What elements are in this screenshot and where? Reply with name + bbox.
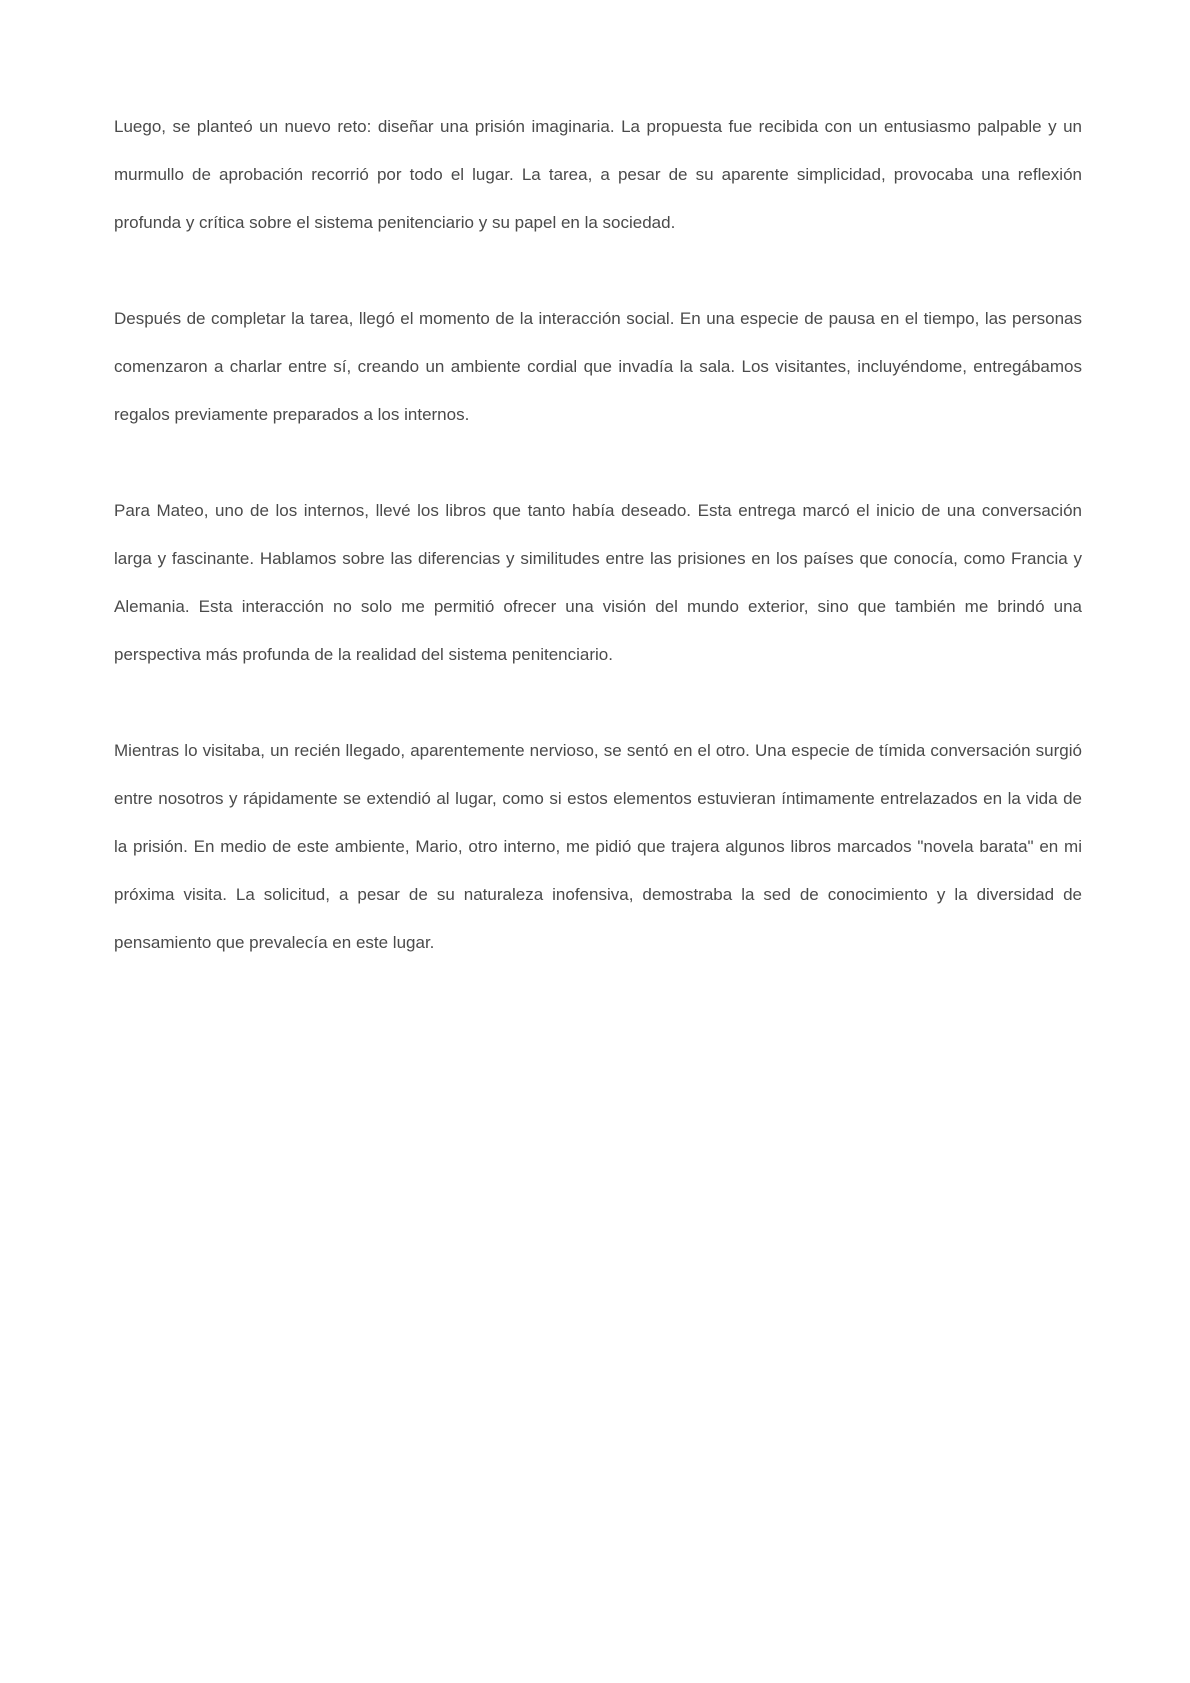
document-body — [114, 103, 1082, 967]
paragraph-1: Luego, se planteó un nuevo reto: diseñar una prisión imaginaria. La propuesta fue recibida con un entusiasmo palpable y un murmullo de aprobación recorrió por todo el lugar. La tarea, a pesar de su aparente simplicidad, provocaba una reflexión profunda y crítica sobre el sistema penitenciario y su papel en la sociedad. — [114, 117, 1082, 232]
paragraph-3: Para Mateo, uno de los internos, llevé los libros que tanto había deseado. Esta entrega marcó el inicio de una conversación larga y fascinante. Hablamos sobre las diferencias y similitudes entre las prisiones en los países que conocía, como Francia y Alemania. Esta interacción no solo me permitió ofrecer una visión del mundo exterior, sino que también me brindó una perspectiva más profunda de la realidad del sistema penitenciario. — [114, 501, 1082, 664]
paragraph-4: Mientras lo visitaba, un recién llegado, aparentemente nervioso, se sentó en el otro. Una especie de tímida conversación surgió entre nosotros y rápidamente se extendió al lugar, como si estos elementos estuvieran íntimamente entrelazados en la vida de la prisión. En medio de este ambiente, Mario, otro interno, me pidió que trajera algunos libros marcados "novela barata" en mi próxima visita. La solicitud, a pesar de su naturaleza inofensiva, demostraba la sed de conocimiento y la diversidad de pensamiento que prevalecía en este lugar. — [114, 741, 1082, 952]
paragraph-2: Después de completar la tarea, llegó el momento de la interacción social. En una especie de pausa en el tiempo, las personas comenzaron a charlar entre sí, creando un ambiente cordial que invadía la sala. Los visitantes, incluyéndome, entregábamos regalos previamente preparados a los internos. — [114, 309, 1082, 424]
